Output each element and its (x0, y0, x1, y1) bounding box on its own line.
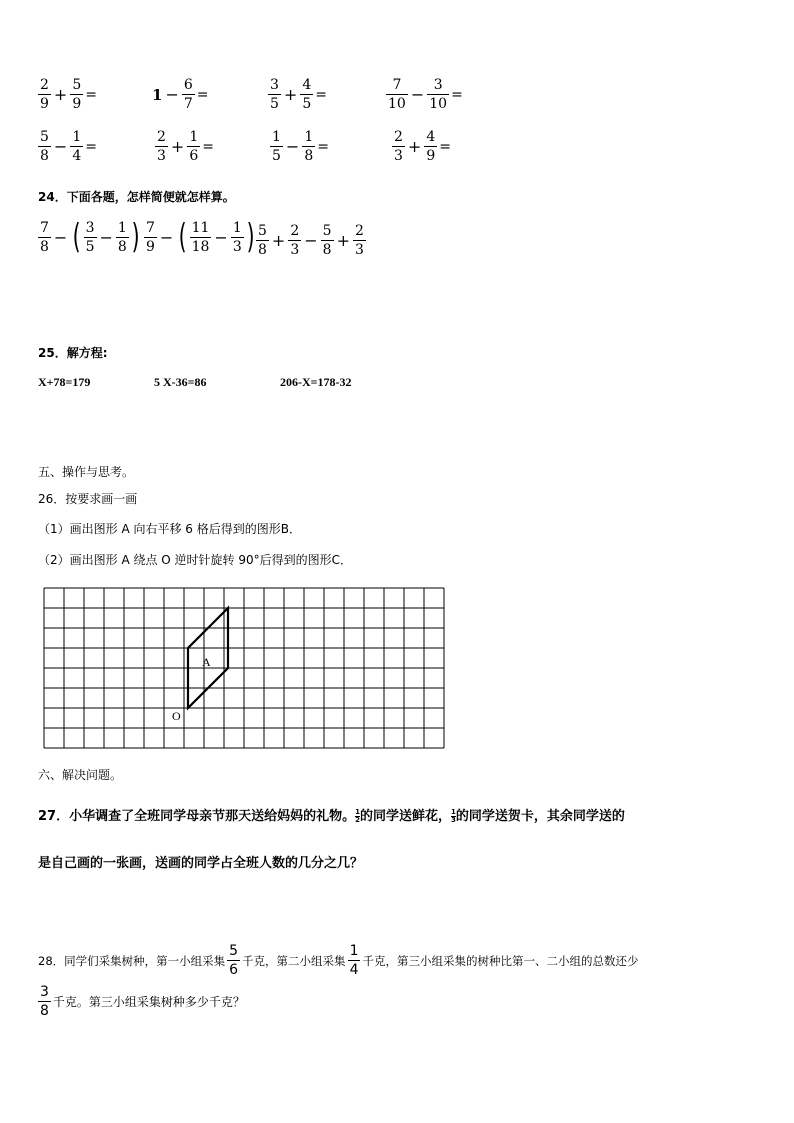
calc-2-1: $\frac{5}{8}$ − $\frac{1}{4}$ = (40, 129, 97, 164)
fraction-half: $\frac{1}{2}$ (355, 808, 360, 824)
calc-1-4: $\frac{7}{10}$ − $\frac{3}{10}$ = (388, 77, 463, 112)
q26-part-1: （1）画出图形 A 向右平移 6 格后得到的图形B． (38, 522, 301, 536)
fraction: $\frac{3}{5}$ (270, 77, 279, 112)
q25-equation-3: 206-X=178-32 (280, 375, 352, 389)
section-6-heading: 六、解决问题。 (38, 768, 123, 782)
fraction-third: $\frac{1}{3}$ (450, 808, 456, 824)
fraction: $\frac{1}{6}$ (189, 129, 199, 164)
fraction: $\frac{4}{9}$ (426, 129, 436, 164)
fraction: $\frac{4}{5}$ (302, 77, 312, 112)
drawing-grid (40, 584, 450, 754)
q25-title: 25．解方程: (38, 346, 108, 360)
q25-equation-1: X+78=179 (38, 375, 91, 389)
q27-line-1: 27．小华调查了全班同学母亲节那天送给妈妈的礼物。$\frac{1}{2}$的同学送鲜花，$\frac{1}{3}$的同学送贺卡，其余同学送的 (38, 808, 625, 824)
section-5-heading: 五、操作与思考。 (38, 465, 135, 479)
q24-expr-2: $\frac{7}{9}$ − ( $\frac{11}{18}$ − $\frac{1}{3}$ ) (146, 217, 255, 257)
fraction: $\frac{1}{5}$ (272, 129, 281, 164)
q28-line-2: $\frac{3}{8}$ 千克。第三小组采集树种多少千克？ (40, 984, 245, 1019)
fraction: $\frac{5}{9}$ (72, 77, 82, 112)
q25-equation-2: 5 X-36=86 (154, 375, 207, 389)
calc-1-1: $\frac{2}{9}$ + $\frac{5}{9}$ = (40, 77, 97, 112)
q24-expr-1: $\frac{7}{8}$ − ( $\frac{3}{5}$ − $\frac{1}{8}$ ) (40, 217, 140, 257)
fraction: $\frac{3}{10}$ (429, 77, 448, 112)
calc-2-2: $\frac{2}{3}$ + $\frac{1}{6}$ = (157, 129, 214, 164)
fraction: $\frac{7}{10}$ (388, 77, 406, 112)
q26-title: 26．按要求画一画 (38, 492, 138, 506)
q26-part-2: （2）画出图形 A 绕点 O 逆时针旋转 90°后得到的图形C． (38, 553, 353, 567)
calc-1-3: $\frac{3}{5}$ + $\frac{4}{5}$ = (270, 77, 327, 112)
fraction: $\frac{2}{9}$ (40, 77, 49, 112)
calc-2-4: $\frac{2}{3}$ + $\frac{4}{9}$ = (394, 129, 451, 164)
q27-line-2: 是自己画的一张画，送画的同学占全班人数的几分之几？ (38, 856, 364, 871)
label-o: O (172, 709, 181, 723)
calc-1-2: 1 − $\frac{6}{7}$ = (152, 77, 209, 112)
q24-expr-3: $\frac{5}{8}$ + $\frac{2}{3}$ − $\frac{5}{8}$ + $\frac{2}{3}$ (258, 223, 364, 258)
fraction: $\frac{2}{3}$ (394, 129, 403, 164)
calc-2-3: $\frac{1}{5}$ − $\frac{1}{8}$ = (272, 129, 329, 164)
fraction: $\frac{2}{3}$ (157, 129, 166, 164)
label-a: A (202, 655, 211, 669)
q28-line-1: 28．同学们采集树种，第一小组采集 $\frac{5}{6}$ 千克，第二小组采集 $\frac{1}{4}$ 千克，第三小组采集的树种比第一、二小组的总数还少 (38, 943, 639, 978)
q24-title: 24．下面各题，怎样简便就怎样算。 (38, 190, 235, 204)
fraction: $\frac{5}{8}$ (40, 129, 49, 164)
fraction: $\frac{1}{8}$ (304, 129, 314, 164)
fraction: $\frac{1}{4}$ (72, 129, 82, 164)
fraction: $\frac{6}{7}$ (183, 77, 193, 112)
